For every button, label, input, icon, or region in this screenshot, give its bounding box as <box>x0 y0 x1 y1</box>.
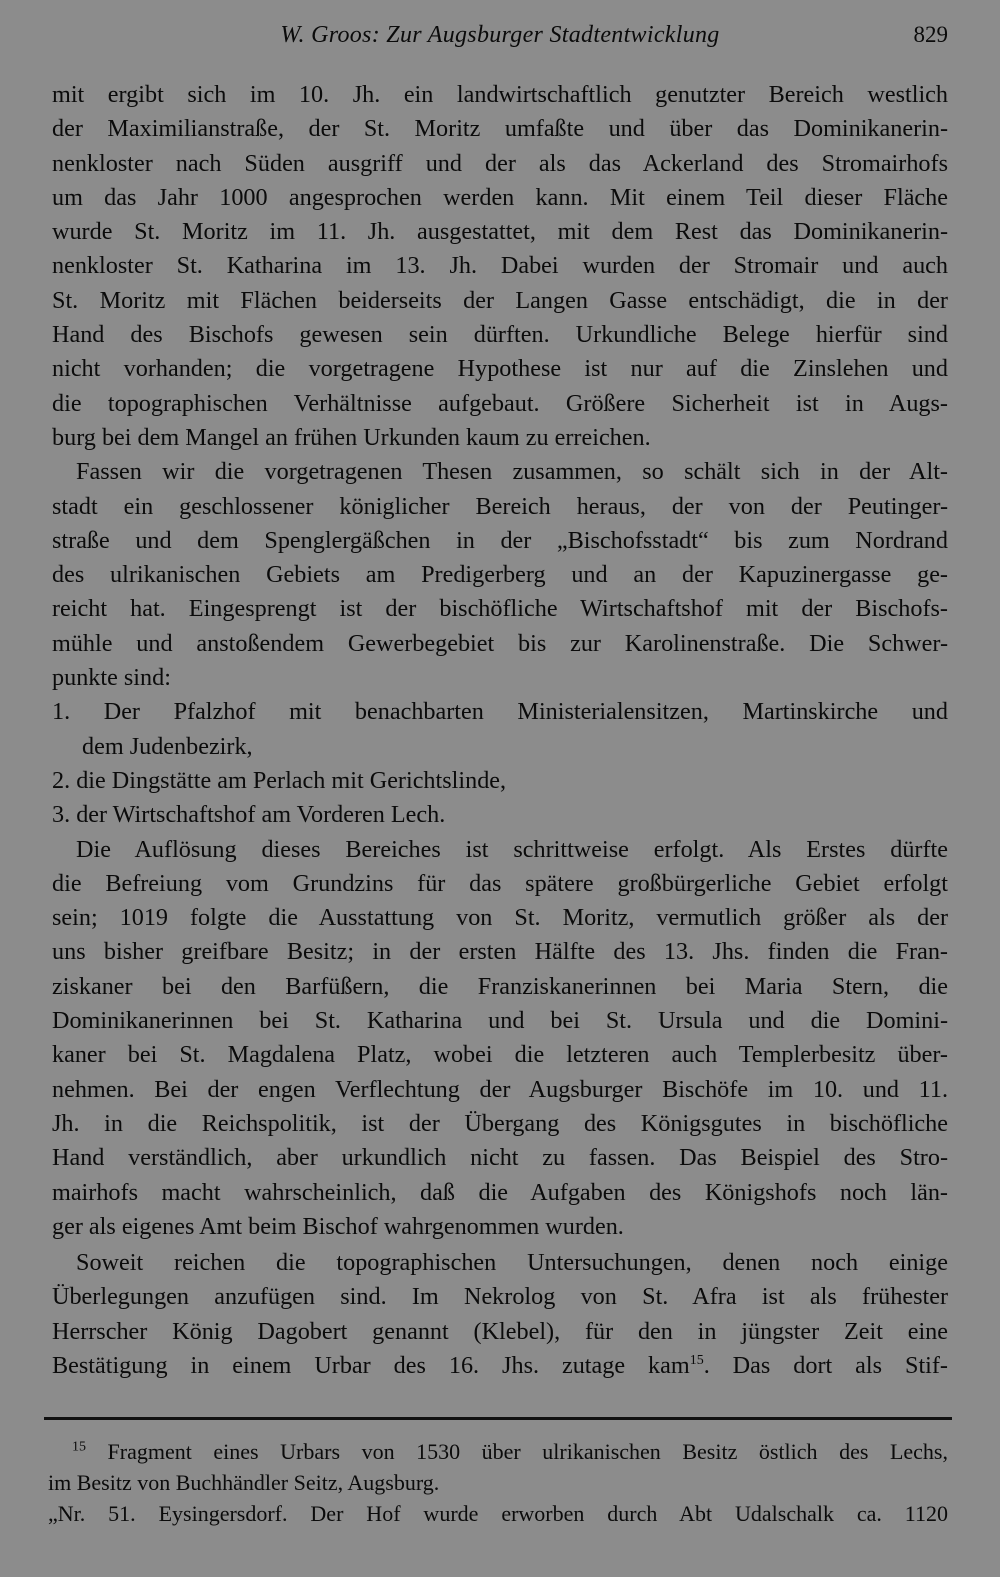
footnote-separator <box>44 1417 952 1420</box>
text-line: Herrscher König Dagobert genannt (Klebel), für den in jüngster Zeit eine <box>52 1317 948 1345</box>
text-line: reicht hat. Eingesprengt ist der bischöfliche Wirtschaftshof mit der Bischofs- <box>52 595 948 623</box>
text-line: Hand verständlich, aber urkundlich nicht zu fassen. Das Beispiel des Stro- <box>52 1144 948 1172</box>
text-line: sein; 1019 folgte die Ausstattung von St. Moritz, vermutlich größer als der <box>52 904 948 932</box>
paragraph-start: Die Auflösung dieses Bereiches ist schrittweise erfolgt. Als Erstes dürfte <box>76 835 948 863</box>
paragraph-start: Soweit reichen die topographischen Untersuchungen, denen noch einige <box>76 1249 948 1277</box>
footnote-15 <box>48 1436 948 1467</box>
text-line: uns bisher greifbare Besitz; in der ersten Hälfte des 13. Jhs. finden die Fran- <box>52 938 948 966</box>
text-line: mit ergibt sich im 10. Jh. ein landwirtschaftlich genutzter Bereich westlich <box>52 81 948 108</box>
footnote-marker: 15 <box>72 1439 86 1455</box>
text-line: ger als eigenes Amt beim Bischof wahrgenommen wurden. <box>52 1212 624 1240</box>
text-line: ziskaner bei den Barfüßern, die Franziskanerinnen bei Maria Stern, die <box>52 972 948 1000</box>
text-line: Hand des Bischofs gewesen sein dürften. Urkundliche Belege hierfür sind <box>52 321 948 349</box>
footnote-text-line: im Besitz von Buchhändler Seitz, Augsburg. <box>48 1470 440 1495</box>
running-header <box>52 22 948 58</box>
main-text <box>52 78 948 1383</box>
text-segment: Bestätigung in einem Urbar des 16. Jhs. zutage kam <box>52 1351 690 1379</box>
footnote-text-line: „Nr. 51. Eysingersdorf. Der Hof wurde erworben durch Abt Udalschalk ca. 1120 <box>48 1501 948 1526</box>
text-line-with-footnote-ref <box>52 1349 948 1383</box>
footnote-reference[interactable]: 15 <box>689 1352 704 1368</box>
text-line: nehmen. Bei der engen Verflechtung der Augsburger Bischöfe im 10. und 11. <box>52 1075 948 1103</box>
text-line: stadt ein geschlossener königlicher Bereich heraus, der von der Peutinger- <box>52 492 948 520</box>
text-line: burg bei dem Mangel an frühen Urkunden kaum zu erreichen. <box>52 423 651 451</box>
text-line: punkte sind: <box>52 664 171 692</box>
text-line: die Befreiung vom Grundzins für das spätere großbürgerliche Gebiet erfolgt <box>52 869 948 897</box>
text-line: mühle und anstoßendem Gewerbegebiet bis zur Karolinenstraße. Die Schwer- <box>52 629 948 657</box>
list-item-3: 3. der Wirtschaftshof am Vorderen Lech. <box>52 801 446 829</box>
footnotes <box>48 1436 948 1529</box>
list-item-1-cont: dem Judenbezirk, <box>82 732 253 760</box>
text-line: nicht vorhanden; die vorgetragene Hypothese ist nur auf die Zinslehen und <box>52 355 948 383</box>
text-line: die topographischen Verhältnisse aufgebaut. Größere Sicherheit ist in Augs- <box>52 389 948 417</box>
text-line: der Maximilianstraße, der St. Moritz umfaßte und über das Dominikanerin- <box>52 115 948 143</box>
paragraph-start: Fassen wir die vorgetragenen Thesen zusammen, so schält sich in der Alt- <box>76 458 948 486</box>
text-line: St. Moritz mit Flächen beiderseits der Langen Gasse entschädigt, die in der <box>52 286 948 314</box>
text-line: Dominikanerinnen bei St. Katharina und bei St. Ursula und die Domini- <box>52 1007 948 1035</box>
text-line: Jh. in die Reichspolitik, ist der Übergang des Königsgutes in bischöfliche <box>52 1109 948 1137</box>
text-line: wurde St. Moritz im 11. Jh. ausgestattet, mit dem Rest das Dominikanerin- <box>52 218 948 246</box>
text-segment: . Das dort als Stif- <box>703 1351 948 1379</box>
text-line: kaner bei St. Magdalena Platz, wobei die letzteren auch Templerbesitz über- <box>52 1041 948 1069</box>
list-item-1: 1. Der Pfalzhof mit benachbarten Ministerialensitzen, Martinskirche und <box>52 698 948 726</box>
list-item-2: 2. die Dingstätte am Perlach mit Gerichtslinde, <box>52 766 507 794</box>
running-title: W. Groos: Zur Augsburger Stadtentwicklung <box>280 22 720 48</box>
text-line: Überlegungen anzufügen sind. Im Nekrolog von St. Afra ist als frühester <box>52 1283 948 1311</box>
footnote-text: Fragment eines Urbars von 1530 über ulrikanischen Besitz östlich des Lechs, <box>107 1439 948 1464</box>
text-line: nenkloster St. Katharina im 13. Jh. Dabei wurden der Stromair und auch <box>52 252 948 280</box>
text-line: mairhofs macht wahrscheinlich, daß die Aufgaben des Königshofs noch län- <box>52 1178 948 1206</box>
page-number: 829 <box>913 22 948 47</box>
text-line: des ulrikanischen Gebiets am Predigerberg und an der Kapuzinergasse ge- <box>52 561 948 589</box>
text-line: um das Jahr 1000 angesprochen werden kann. Mit einem Teil dieser Fläche <box>52 183 948 211</box>
text-line: nenkloster nach Süden ausgriff und der als das Ackerland des Stromairhofs <box>52 149 948 177</box>
text-line: straße und dem Spenglergäßchen in der „Bischofsstadt“ bis zum Nordrand <box>52 526 948 554</box>
